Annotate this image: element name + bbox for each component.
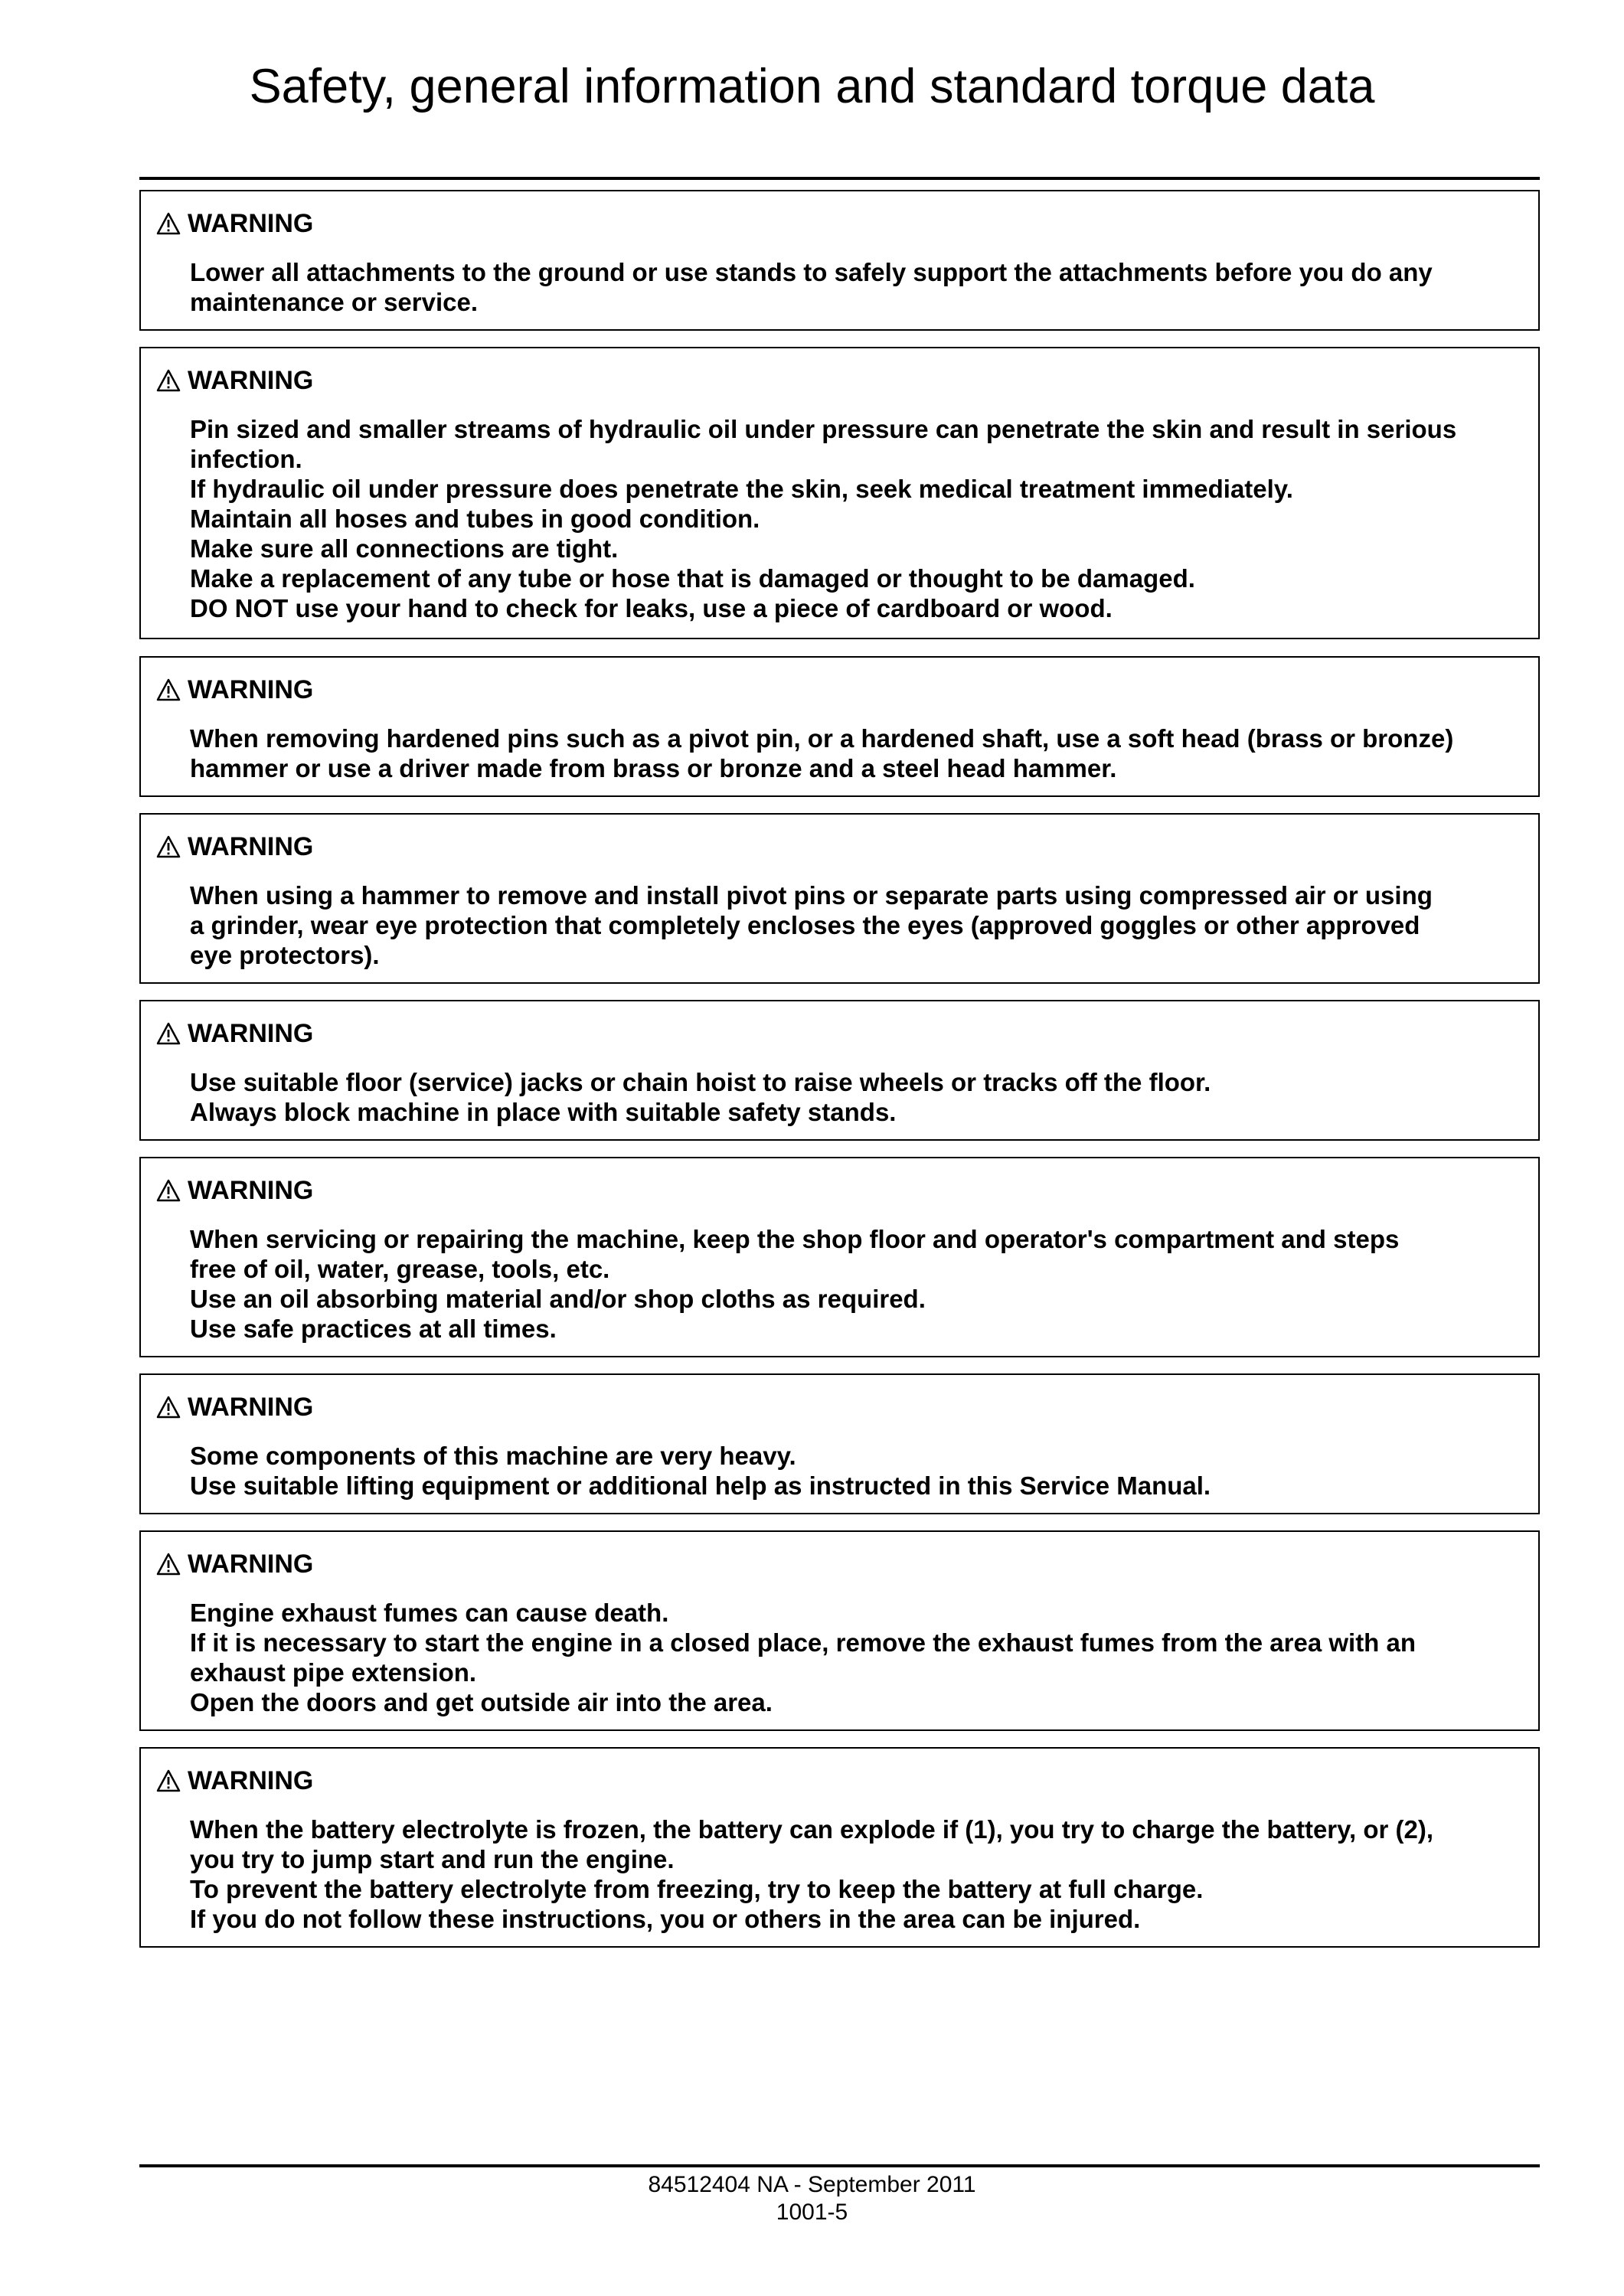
warning-box <box>139 1000 1540 1141</box>
warning-text-line: exhaust pipe extension. <box>190 1658 477 1687</box>
warning-title: WARNING <box>188 1550 314 1579</box>
warning-text-line: free of oil, water, grease, tools, etc. <box>190 1255 610 1283</box>
warning-text-line: Maintain all hoses and tubes in good condition. <box>190 505 760 533</box>
warning-triangle-icon <box>156 1022 181 1045</box>
warning-title: WARNING <box>188 675 314 704</box>
warning-box <box>139 656 1540 797</box>
warning-title: WARNING <box>188 1766 314 1795</box>
warning-text-line: Open the doors and get outside air into the area. <box>190 1688 773 1716</box>
warning-body <box>190 723 1523 783</box>
warning-triangle-icon <box>156 1179 181 1202</box>
warning-text-line: Lower all attachments to the ground or use stands to safely support the attachments before you do any <box>190 258 1433 286</box>
warning-header <box>156 364 313 397</box>
warning-text-line: Some components of this machine are very heavy. <box>190 1442 796 1470</box>
footer-document-ref: 84512404 NA - September 2011 <box>648 2172 976 2197</box>
warning-text-line: If hydraulic oil under pressure does penetrate the skin, seek medical treatment immediately. <box>190 475 1293 503</box>
warning-header <box>156 673 313 707</box>
warning-box <box>139 813 1540 984</box>
warning-text-line: Engine exhaust fumes can cause death. <box>190 1599 669 1627</box>
warning-text-line: Use safe practices at all times. <box>190 1315 557 1343</box>
warning-text-line: Use an oil absorbing material and/or shop cloths as required. <box>190 1285 926 1313</box>
warning-triangle-icon <box>156 369 181 392</box>
warning-triangle-icon <box>156 212 181 235</box>
warning-title: WARNING <box>188 1176 314 1205</box>
warning-text-line: When servicing or repairing the machine, keep the shop floor and operator's compartment and steps <box>190 1225 1400 1253</box>
warning-triangle-icon <box>156 835 181 858</box>
warning-header <box>156 1390 313 1424</box>
warning-triangle-icon <box>156 1769 181 1792</box>
warning-body <box>190 257 1523 317</box>
warning-text-line: If it is necessary to start the engine in a closed place, remove the exhaust fumes from the area with an <box>190 1628 1417 1657</box>
warning-body <box>190 414 1523 623</box>
warning-triangle-icon <box>156 678 181 701</box>
warning-text-line: you try to jump start and run the engine. <box>190 1845 675 1873</box>
warning-text-line: When the battery electrolyte is frozen, the battery can explode if (1), you try to charge the battery, or (2), <box>190 1815 1434 1844</box>
page-title: Safety, general information and standard torque data <box>249 60 1375 113</box>
warning-body <box>190 880 1523 970</box>
warning-title: WARNING <box>188 209 314 238</box>
warning-text-line: maintenance or service. <box>190 288 479 316</box>
page-footer <box>0 2171 1624 2226</box>
warning-body <box>190 1067 1523 1127</box>
warning-text-line: To prevent the battery electrolyte from freezing, try to keep the battery at full charge. <box>190 1875 1204 1903</box>
warning-title: WARNING <box>188 1019 314 1048</box>
warning-triangle-icon <box>156 1553 181 1576</box>
warning-text-line: a grinder, wear eye protection that completely encloses the eyes (approved goggles or other approved <box>190 911 1420 939</box>
warning-text-line: Pin sized and smaller streams of hydraulic oil under pressure can penetrate the skin and result in serious <box>190 415 1457 443</box>
warning-box <box>139 1530 1540 1731</box>
warning-text-line: Always block machine in place with suitable safety stands. <box>190 1098 897 1126</box>
warning-box <box>139 1747 1540 1948</box>
warning-box <box>139 1373 1540 1514</box>
warning-title: WARNING <box>188 1393 314 1422</box>
warning-header <box>156 1017 313 1050</box>
warning-title: WARNING <box>188 366 314 395</box>
warning-box <box>139 1157 1540 1357</box>
warning-text-line: Use suitable lifting equipment or additional help as instructed in this Service Manual. <box>190 1471 1211 1500</box>
warning-body <box>190 1224 1523 1344</box>
warning-text-line: Use suitable floor (service) jacks or chain hoist to raise wheels or tracks off the floor. <box>190 1068 1211 1096</box>
warning-header <box>156 1174 313 1207</box>
warning-triangle-icon <box>156 1396 181 1419</box>
warning-text-line: DO NOT use your hand to check for leaks, use a piece of cardboard or wood. <box>190 594 1113 622</box>
warning-text-line: Make sure all connections are tight. <box>190 534 619 563</box>
warning-header <box>156 830 313 864</box>
warning-header <box>156 1547 313 1581</box>
warning-text-line: If you do not follow these instructions, you or others in the area can be injured. <box>190 1905 1141 1933</box>
warning-body <box>190 1814 1523 1934</box>
warning-header <box>156 207 313 240</box>
warning-text-line: eye protectors). <box>190 941 380 969</box>
footer-divider <box>139 2164 1540 2167</box>
warning-text-line: Make a replacement of any tube or hose that is damaged or thought to be damaged. <box>190 564 1195 593</box>
warning-text-line: When using a hammer to remove and install pivot pins or separate parts using compressed air or using <box>190 881 1433 910</box>
warning-body <box>190 1441 1523 1501</box>
warning-box <box>139 190 1540 331</box>
warning-text-line: When removing hardened pins such as a pivot pin, or a hardened shaft, use a soft head (brass or bronze) <box>190 724 1454 753</box>
warning-body <box>190 1598 1523 1717</box>
title-divider <box>139 177 1540 180</box>
warning-title: WARNING <box>188 832 314 861</box>
footer-page-number: 1001-5 <box>776 2200 848 2225</box>
warning-text-line: hammer or use a driver made from brass or bronze and a steel head hammer. <box>190 754 1117 782</box>
warning-header <box>156 1764 313 1798</box>
warning-text-line: infection. <box>190 445 302 473</box>
warning-box <box>139 347 1540 639</box>
